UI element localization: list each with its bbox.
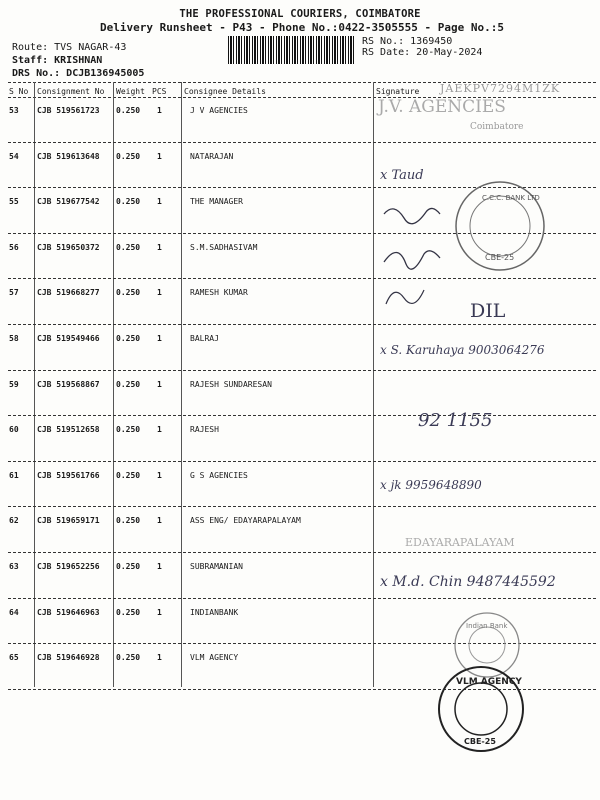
row-divider [8, 370, 596, 371]
row-weight: 0.250 [116, 470, 141, 480]
row-weight: 0.250 [116, 379, 141, 389]
row-consignment: CJB 519561766 [37, 470, 100, 480]
row-pcs: 1 [157, 197, 162, 207]
row-pcs: 1 [157, 106, 162, 115]
col-sno: S No [9, 87, 29, 96]
row-divider [8, 142, 596, 143]
rs-number: RS No.: 1369450 [362, 36, 453, 47]
row-pcs: 1 [157, 334, 162, 343]
row-weight: 0.250 [116, 607, 141, 617]
row-weight: 0.250 [116, 197, 141, 207]
row-consignee: G S AGENCIES [190, 470, 248, 480]
col-divider [181, 82, 182, 687]
row-sno: 53 [9, 106, 19, 115]
runsheet-subtitle: Delivery Runsheet - P43 - Phone No.:0422-3505555 - Page No.:5 [100, 21, 504, 34]
row-weight: 0.250 [116, 653, 141, 663]
gstin-stamp: JAEKPV7294M1ZK [440, 82, 561, 95]
row-consignee: S.M.SADHASIVAM [190, 242, 258, 252]
row-divider [8, 278, 596, 279]
row-weight: 0.250 [116, 242, 141, 252]
row-pcs: 1 [157, 151, 162, 161]
row-consignee: ASS ENG/ EDAYARAPALAYAM [190, 516, 301, 526]
row-weight: 0.250 [116, 106, 141, 115]
staff-label: Staff: KRISHNAN [12, 55, 103, 66]
row-pcs: 1 [157, 516, 162, 526]
vlm-text: VLM AGENCY [456, 677, 522, 687]
vlm-agency-stamp [436, 664, 526, 754]
row-sno: 65 [9, 653, 19, 663]
row-pcs: 1 [157, 653, 162, 663]
signature-61: x jk 9959648890 [380, 478, 482, 492]
row-pcs: 1 [157, 562, 162, 571]
row-consignee: J V AGENCIES [190, 106, 248, 115]
signature-54: x Taud [380, 168, 424, 183]
col-signature: Signature [376, 87, 420, 96]
signature-63: x M.d. Chin 9487445592 [380, 574, 556, 590]
row-consignee: BALRAJ [190, 334, 219, 343]
row-consignment: CJB 519561723 [37, 106, 100, 115]
col-divider [373, 82, 374, 687]
row-divider [8, 598, 596, 599]
row-pcs: 1 [157, 607, 162, 617]
row-consignment: CJB 519652256 [37, 562, 100, 571]
row-consignee: VLM AGENCY [190, 653, 239, 663]
col-divider [34, 82, 35, 687]
barcode [228, 36, 356, 64]
jv-agencies-stamp: J.V. AGENCIES [378, 97, 506, 117]
row-divider [8, 461, 596, 462]
row-consignment: CJB 519568867 [37, 379, 100, 389]
jv-stamp-city: Coimbatore [470, 122, 524, 132]
row-consignment: CJB 519677542 [37, 197, 100, 207]
row-pcs: 1 [157, 288, 162, 298]
row-sno: 63 [9, 562, 19, 571]
row-sno: 54 [9, 151, 19, 161]
row-consignment: CJB 519646928 [37, 653, 100, 663]
row-pcs: 1 [157, 379, 162, 389]
row-consignee: THE MANAGER [190, 197, 243, 207]
row-consignment: CJB 519659171 [37, 516, 100, 526]
row-sno: 62 [9, 516, 19, 526]
header-bottom-rule [8, 97, 596, 98]
row-consignee: RAJESH SUNDARESAN [190, 379, 272, 389]
row-sno: 58 [9, 334, 19, 343]
cccbank-stamp [452, 178, 548, 274]
row-sno: 59 [9, 379, 19, 389]
row-consignee: RAJESH [190, 425, 219, 435]
row-sno: 64 [9, 607, 19, 617]
col-pcs: PCS [152, 87, 167, 96]
row-consignee: NATARAJAN [190, 151, 234, 161]
row-weight: 0.250 [116, 425, 141, 435]
row-sno: 60 [9, 425, 19, 435]
row-divider [8, 552, 596, 553]
col-consignee: Consignee Details [184, 87, 266, 96]
vlm-city: CBE-25 [464, 737, 496, 746]
row-consignee: RAMESH KUMAR [190, 288, 248, 298]
row-pcs: 1 [157, 470, 162, 480]
scribble-signatures [376, 200, 456, 320]
row-divider [8, 415, 596, 416]
row-sno: 55 [9, 197, 19, 207]
col-consignment: Consignment No [37, 87, 105, 96]
row-consignment: CJB 519512658 [37, 425, 100, 435]
row-divider [8, 506, 596, 507]
row-pcs: 1 [157, 242, 162, 252]
row-consignee: INDIANBANK [190, 607, 239, 617]
row-weight: 0.250 [116, 151, 141, 161]
row-consignment: CJB 519646963 [37, 607, 100, 617]
row-weight: 0.250 [116, 516, 141, 526]
signature-57: DIL [470, 300, 506, 322]
indian-bank-text: Indian Bank [466, 622, 508, 630]
rs-date: RS Date: 20-May-2024 [362, 47, 483, 58]
row-weight: 0.250 [116, 334, 141, 343]
row-sno: 57 [9, 288, 19, 298]
edayarapalayam-stamp: EDAYARAPALAYAM [405, 536, 515, 549]
cccbank-city: CBE-25 [485, 253, 515, 262]
drs-label: DRS No.: DCJB136945005 [12, 68, 145, 79]
company-title: THE PROFESSIONAL COURIERS, COIMBATORE [179, 8, 421, 20]
row-weight: 0.250 [116, 562, 141, 571]
row-consignment: CJB 519650372 [37, 242, 100, 252]
row-sno: 56 [9, 242, 19, 252]
row-pcs: 1 [157, 425, 162, 435]
cccbank-text: C.C.C. BANK LTD [482, 194, 540, 202]
row-weight: 0.250 [116, 288, 141, 298]
row-consignment: CJB 519668277 [37, 288, 100, 298]
signature-58: x S. Karuhaya 9003064276 [380, 343, 545, 357]
row-consignee: SUBRAMANIAN [190, 562, 243, 571]
signature-59: 92 1155 [418, 410, 493, 431]
col-divider [113, 82, 114, 687]
row-divider [8, 324, 596, 325]
col-weight: Weight [116, 87, 145, 96]
row-consignment: CJB 519613648 [37, 151, 100, 161]
route-label: Route: TVS NAGAR-43 [12, 42, 127, 53]
row-consignment: CJB 519549466 [37, 334, 100, 343]
row-sno: 61 [9, 470, 19, 480]
